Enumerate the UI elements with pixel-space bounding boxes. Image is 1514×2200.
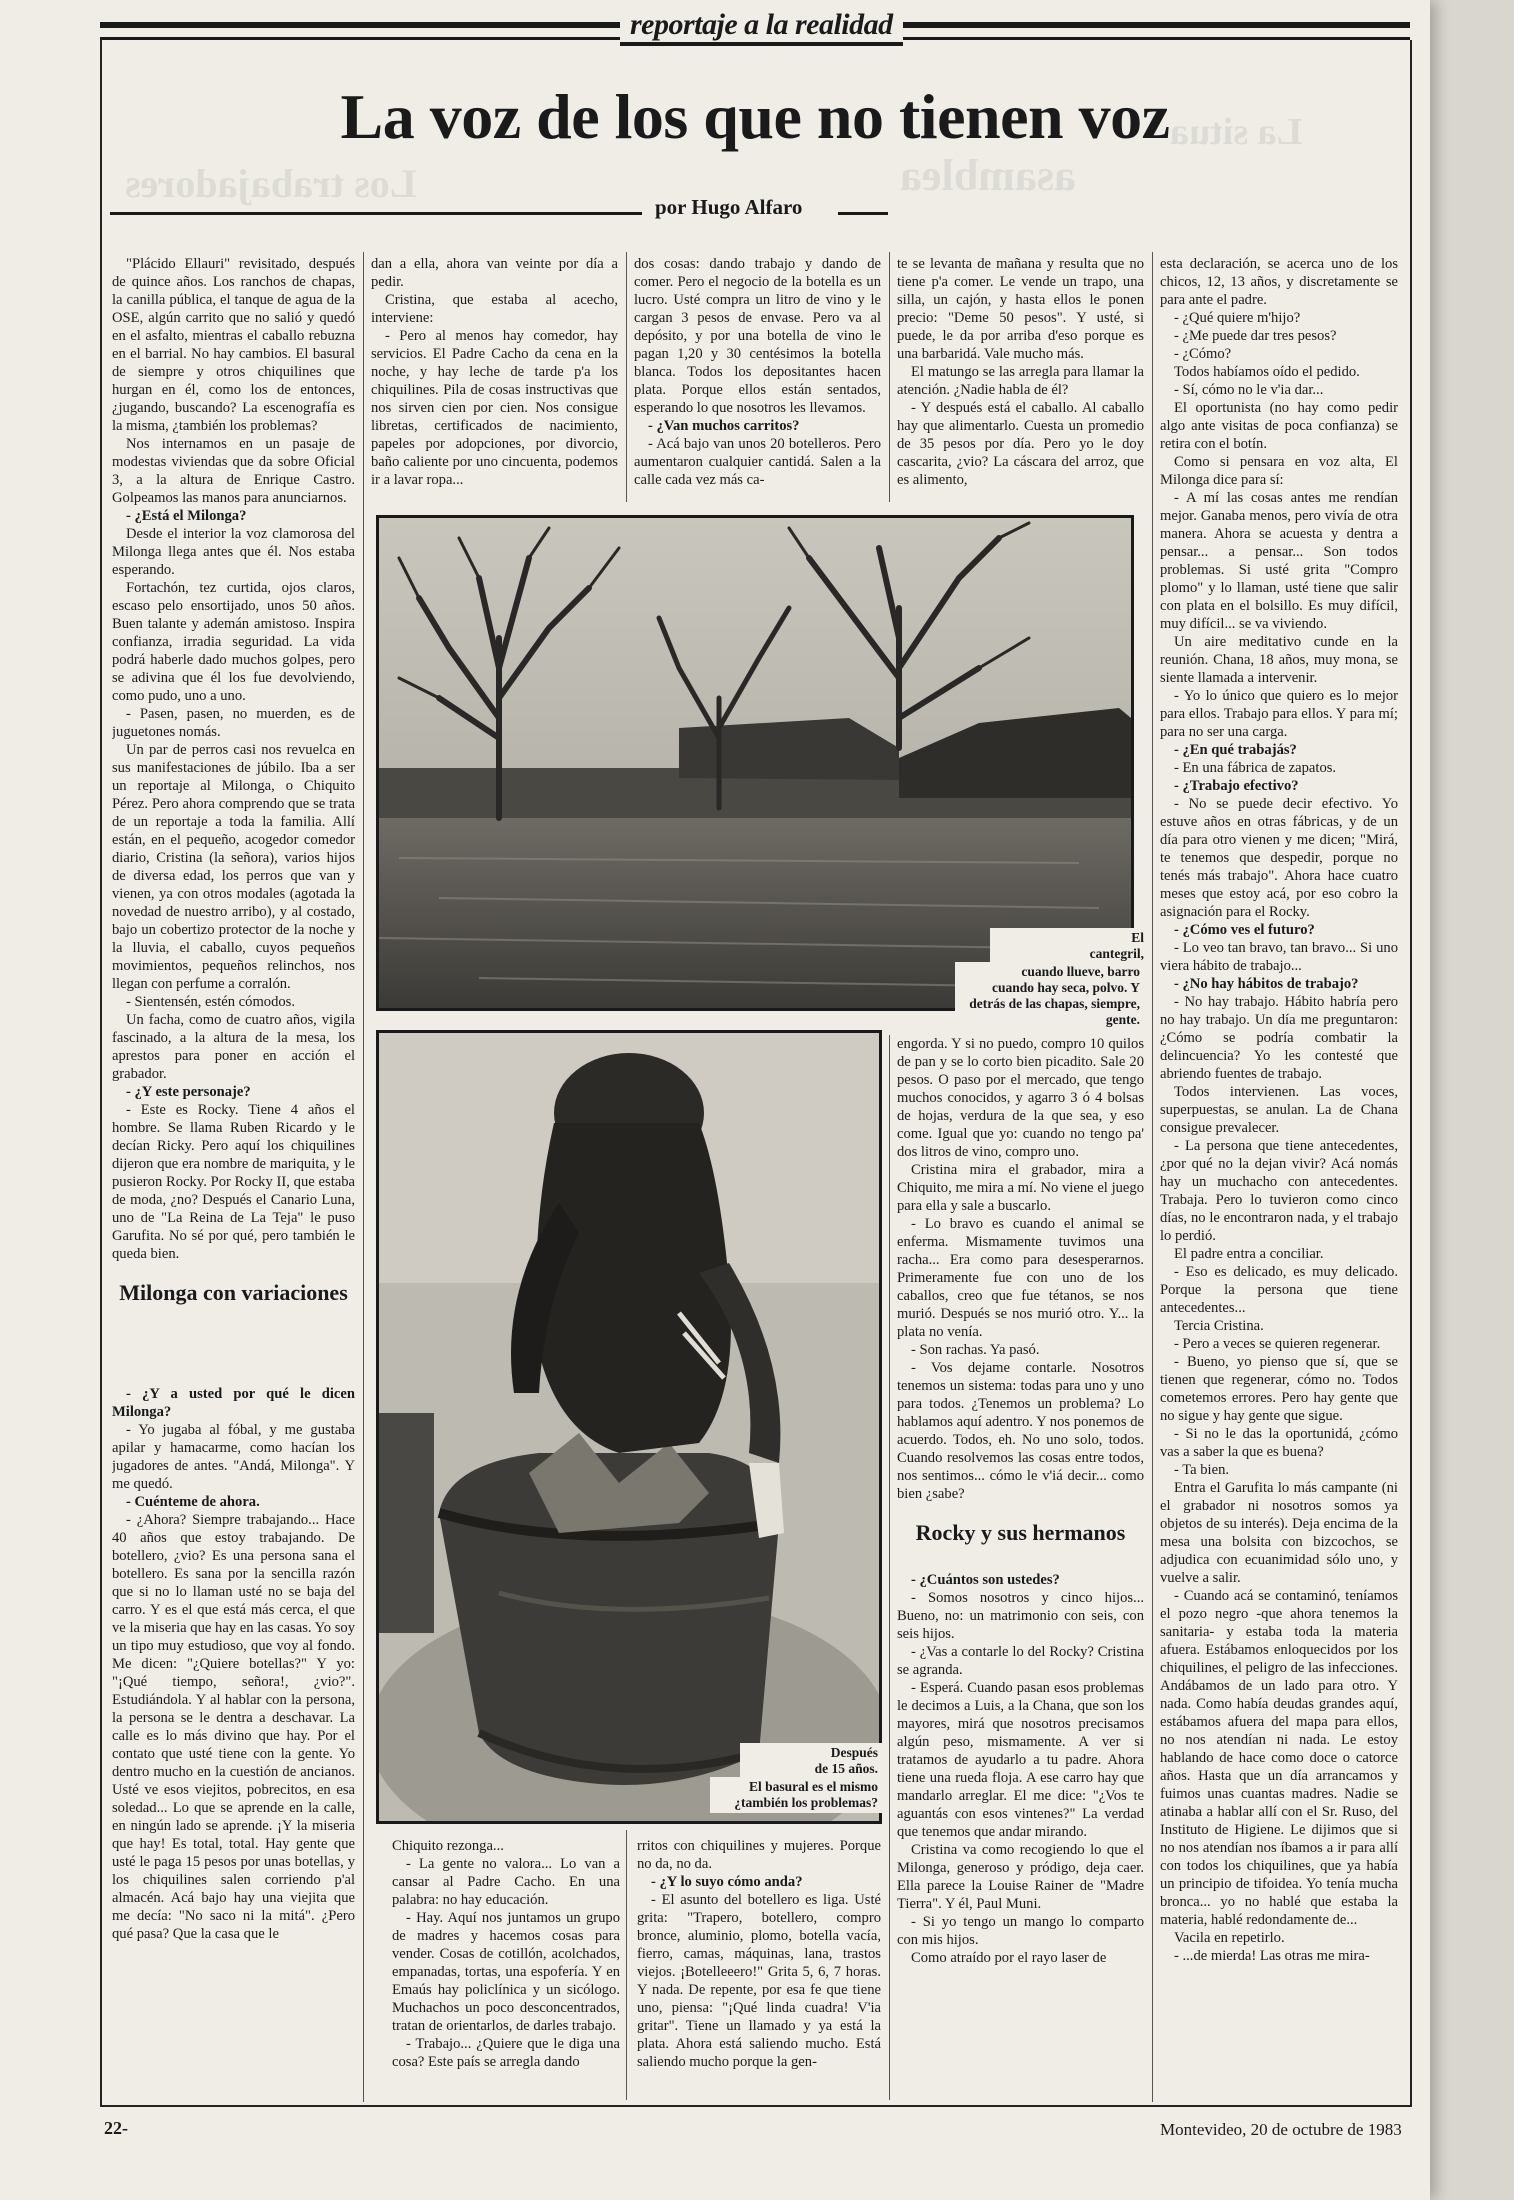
- bleed-through-text: Los trabajadores: [125, 161, 417, 206]
- paragraph: - La persona que tiene antecedentes, ¿por qué no la dejan vivir? Acá nomás hay un muchacho con antecedentes. Trabaja. Pero lo tuvieron como cinco días, no le encontraron nada, y el trabajo lo perdió.: [1160, 1138, 1398, 1244]
- column-separator: [363, 252, 364, 2102]
- column-separator: [626, 1830, 627, 2100]
- paragraph: - Acá bajo van unos 20 botelleros. Pero aumentaron cualquier cantidá. Salen a la calle cada vez más ca-: [634, 436, 881, 488]
- paragraph: rritos con chiquilines y mujeres. Porque no da, no da.: [637, 1838, 881, 1872]
- interview-question: - ¿Cuántos son ustedes?: [911, 1572, 1060, 1588]
- paragraph: - Trabajo... ¿Quiere que le diga una cosa? Este país se arregla dando: [392, 2036, 620, 2070]
- paragraph: - Lo veo tan bravo, tan bravo... Si uno viera hábito de trabajo...: [1160, 940, 1398, 974]
- paragraph: - Vos dejame contarle. Nosotros tenemos un sistema: todas para uno y uno para todos. ¿Tenemos un problema? Lo hablamos aquí adentro. Y nos ponemos de acuerdo. Todos, eh. No uno solo, todos. Cuando resolvemos las cosas entre todos, nos sentimos... cómo le v'iá decir... como bien ¿sabe?: [897, 1360, 1144, 1502]
- paragraph: - El asunto del botellero es liga. Usté grita: "Trapero, botellero, compro bronce, aluminio, plomo, botella vacía, fierro, camas, máquinas, lana, trastos viejos. ¡Botelleeero!" Grita 5, 6, 7 horas. Y nada. De repente, por esa fe que tiene uno, piensa: "¡Qué linda cuadra! V'ia gritar". Tiene un llamado y ya está la plata. Ahora está saliendo mucho. Está saliendo mucho porque la gen-: [637, 1892, 881, 2070]
- paragraph: - Yo jugaba al fóbal, y me gustaba apilar y hamacarme, como hacían los jugadores de antes. "Andá, Milonga". Y me quedó.: [112, 1422, 355, 1492]
- byline-rule-left: [110, 212, 642, 215]
- paragraph: - Son rachas. Ya pasó.: [911, 1342, 1040, 1358]
- interview-question: - ¿Van muchos carritos?: [648, 418, 800, 434]
- interview-question: - Cuénteme de ahora.: [126, 1494, 260, 1510]
- paragraph: Como atraído por el rayo laser de: [911, 1950, 1107, 1966]
- article-column-1: [112, 255, 355, 1385]
- page-number: 22-: [104, 2118, 128, 2138]
- paragraph: - ¿Cómo?: [1174, 346, 1232, 362]
- paragraph: dos cosas: dando trabajo y dando de comer. Pero el negocio de la botella es un lucro. Usté compra un litro de vino y le cargan 3 pesos de envase. Pero va al depósito, y por una botella de vino le pagan 1,20 y 30 centésimos la botella blanca. Todos los depositantes hacen plata. Porque ellos están sentados, esperando lo que nosotros les llevamos.: [634, 256, 881, 416]
- interview-question: - ¿En qué trabajás?: [1174, 742, 1297, 758]
- photo-caption-1-lower: [955, 962, 1144, 1030]
- paragraph: El matungo se las arregla para llamar la atención. ¿Nadie habla de él?: [897, 364, 1144, 398]
- subheading: Rocky y sus hermanos: [915, 1520, 1126, 1545]
- paragraph: - No se puede decir efectivo. Yo estuve años en otras fábricas, y de un día para otro vienen y me dicen; "Mirá, te tenemos que despedir, porque no tenés más trabajo". Ahora hace cuatro meses que estoy acá, por eso cobro la asignación para el Rocky.: [1160, 796, 1398, 920]
- caption-line: detrás de las chapas, siempre, gente.: [969, 996, 1140, 1027]
- paragraph: - Y después está el caballo. Al caballo hay que alimentarlo. Cuesta un promedio de 35 pesos por día. Pero yo le doy cascarita, ¿vio? La cáscara del arroz, que es alimento,: [897, 400, 1144, 488]
- paragraph: - Sientensén, estén cómodos.: [126, 994, 296, 1010]
- column-separator: [889, 252, 890, 502]
- caption-line: El: [1131, 930, 1144, 945]
- article-column-1-lower: [112, 1385, 355, 2097]
- caption-line: Después: [830, 1745, 878, 1760]
- paragraph: - Ta bien.: [1174, 1462, 1230, 1478]
- paragraph: - Yo lo único que quiero es lo mejor para ellos. Trabajo para ellos. Y para mí; para no ser una carga.: [1160, 688, 1398, 740]
- bleed-through-text: La situa: [1170, 111, 1302, 153]
- byline-rule-right: [838, 212, 888, 215]
- interview-question: - ¿Y este personaje?: [126, 1084, 251, 1100]
- paragraph: - Cuando acá se contaminó, teníamos el pozo negro -que ahora tenemos la sanitaria- y estaba toda la materia afuera. Estábamos enloquecidos por los chiquilines, el peligro de las infecciones. Andábamos de un lado para otro. Y nada. Como había deudas grandes aquí, estábamos afuera del mapa para ellos, no nos atendían ni nada. Le estoy hablando de hace como doce o catorce años. Hasta que un día arrancamos y fuimos unas cuantas madres. Nadie se atinaba a hablar allí con el Sr. Ruso, del Instituto de Higiene. Le dijimos que si no nos atendían nos íbamos a ir para allí con todos los chiquilines, que ya había un principio de tifoidea. Yo tenía mucha bronca... yo no hablé que estaba la materia, hablé redondamente de...: [1160, 1588, 1398, 1928]
- photo-caption-1: [990, 928, 1148, 964]
- paragraph: - Pero a veces se quieren regenerar.: [1174, 1336, 1381, 1352]
- paragraph: Un par de perros casi nos revuelca en sus manifestaciones de júbilo. Iba a ser un reportaje al Milonga, o Chiquito Pérez. Pero ahora comprendo que se trata de un reportaje a toda la familia. Allí están, en el pequeño, acogedor comedor diario, Cristina (la señora), varios hijos de diversa edad, los perros que van y vienen, ya con otros modales (agotada la novedad de nuestro arribo), y al costado, bajo un cobertizo protector de la noche y la lluvia, el caballo, cuyos pequeños movimientos, pequeños relinchos, nos llegan con perfume a corralón.: [112, 742, 355, 992]
- interview-question: - ¿Y lo suyo cómo anda?: [651, 1874, 803, 1890]
- paragraph: - Hay. Aquí nos juntamos un grupo de madres y hacemos cosas para vender. Cosas de cotillón, acolchados, empanadas, tortas, una espofería. Y en Emaús hay policlínica y un sicólogo. Muchachos un poco desconcentrados, tratan de orientarlos, de darles trabajo.: [392, 1910, 620, 2034]
- paragraph: - Pero al menos hay comedor, hay servicios. El Padre Cacho da cena en la noche, y hay leche de tarde p'a los chiquilines. Pila de cosas instructivas que nos sirven cien por cien. Nos consigue libretas, certificados de nacimiento, papeles por adopciones, por divorcio, baño caliente por uno cincuenta, podemos ir a lavar ropa...: [371, 328, 618, 488]
- column-separator: [889, 1035, 890, 2100]
- caption-line: El basural es el mismo: [748, 1779, 878, 1794]
- bleed-through-text: asamblea: [900, 151, 1076, 200]
- paragraph: Fortachón, tez curtida, ojos claros, escaso pelo ensortijado, unos 50 años. Buen talante y ademán amistoso. Inspira confianza, irradia seguridad. La vida podrá haberle dado muchos golpes, pero se adivina que él los fue devolviendo, como pudo, uno a uno.: [112, 580, 355, 704]
- paragraph: - Pasen, pasen, no muerden, es de juguetones nomás.: [112, 706, 355, 740]
- paragraph: - ¿Vas a contarle lo del Rocky? Cristina se agranda.: [897, 1644, 1144, 1678]
- paragraph: Todos intervienen. Las voces, superpuestas, se anulan. La de Chana consigue prevalecer.: [1160, 1084, 1398, 1136]
- paragraph: dan a ella, ahora van veinte por día a pedir.: [371, 256, 618, 290]
- paragraph: Nos internamos en un pasaje de modestas viviendas que da sobre Oficial 3, a la altura de Enrique Castro. Golpeamos las manos para anunciarnos.: [112, 436, 355, 506]
- paragraph: - Este es Rocky. Tiene 4 años el hombre. Se llama Ruben Ricardo y le decían Ricky. Pero aquí los chiquilines dijeron que era nombre de mariquita, y le pusieron Rocky. Por Rocky II, que estaba de moda, ¿no? Después el Canario Luna, uno de "La Reina de La Teja" le puso Garufita. No sé por qué, pero también le queda bien.: [112, 1102, 355, 1262]
- subheading: Milonga con variaciones: [119, 1280, 348, 1305]
- paragraph: Cristina va como recogiendo lo que el Milonga, generoso y pródigo, deja caer. Ella parece la Louise Rainer de "Madre Tierra". Y él, Paul Muni.: [897, 1842, 1144, 1912]
- paragraph: Todos habíamos oído el pedido.: [1174, 364, 1360, 380]
- article-column-3: [634, 255, 881, 510]
- paragraph: - Si yo tengo un mango lo comparto con mis hijos.: [897, 1914, 1144, 1948]
- article-column-5: [1160, 255, 1398, 2100]
- article-column-3-lower: [637, 1837, 881, 2099]
- paragraph: El padre entra a conciliar.: [1174, 1246, 1324, 1262]
- article-column-4-lower: [897, 1035, 1144, 2100]
- paragraph: Chiquito rezonga...: [392, 1838, 504, 1854]
- paragraph: esta declaración, se acerca uno de los chicos, 12, 13 años, y discretamente se para ante el padre.: [1160, 256, 1398, 308]
- paragraph: El oportunista (no hay como pedir algo ante visitas de poca confianza) se retira con el botín.: [1160, 400, 1398, 452]
- column-separator: [1152, 252, 1153, 2102]
- photo-caption-2: [740, 1743, 882, 1779]
- article-column-2: [371, 255, 618, 510]
- paragraph: - En una fábrica de zapatos.: [1174, 760, 1337, 776]
- paragraph: Como si pensara en voz alta, El Milonga dice para sí:: [1160, 454, 1398, 488]
- paragraph: - Si no le das la oportunidá, ¿cómo vas a saber la que es buena?: [1160, 1426, 1398, 1460]
- paragraph: - ¿Qué quiere m'hijo?: [1174, 310, 1301, 326]
- column-separator: [626, 252, 627, 502]
- paragraph: - Eso es delicado, es muy delicado. Porque la persona que tiene antecedentes...: [1160, 1264, 1398, 1316]
- paragraph: - ...de mierda! Las otras me mira-: [1174, 1948, 1370, 1964]
- interview-question: - ¿Está el Milonga?: [126, 508, 247, 524]
- photo-child-at-dump-image: [379, 1033, 879, 1821]
- paragraph: engorda. Y si no puedo, compro 10 quilos de pan y se lo corto bien picadito. Sale 20 pesos. O paso por el mercado, que tengo muchos conocidos, y agarro 3 ó 4 bolsas de hojas, verdura de la que sea, y eso come. Igual que yo: cuando no tengo pa' dos litros de vino, compro uno.: [897, 1036, 1144, 1160]
- interview-question: - ¿Y a usted por qué le dicen Milonga?: [112, 1386, 355, 1420]
- caption-line: cantegril,: [1089, 946, 1144, 961]
- paragraph: - ¿Ahora? Siempre trabajando... Hace 40 años que estoy trabajando. De botellero, ¿vio? Es una persona sana el botellero. Es sana por la sencilla razón que si no lo llaman usté no se baja del carro. Y es el que está más cerca, el que ve la miseria que hay en las casas. Yo soy un tipo muy estudioso, que voy al fondo. Me dicen: "¿Quiere botellas?" Y yo: "¡Qué tiempo, señora!, ¿vio?". Estudiándola. Y al hablar con la persona, la persona se le dentra a deschavar. La calle es lo más divino que hay. Por el contato que usté tiene con la gente. Yo dentro mucho en la cuestión de ancianos. Usté ve esos viejitos, pobrecitos, en esa soledad... Lo que se aprende en la calle, en ningún lado se aprende. ¡Y la miseria que hay! Es total, total. Hay gente que usté le paga 15 pesos por unas botellas, y los chiquilines salen corriendo p'al almacén. Acá bajo hay una viejita que me decía: "No saco ni la mitá". ¿Pero qué pasa? Que la casa que le: [112, 1512, 355, 1942]
- caption-line: cuando llueve, barro: [1021, 964, 1140, 979]
- paragraph: - Somos nosotros y cinco hijos... Bueno, no: un matrimonio con seis, con seis hijos.: [897, 1590, 1144, 1642]
- paragraph: - La gente no valora... Lo van a cansar al Padre Cacho. En una palabra: no hay educación.: [392, 1856, 620, 1908]
- issue-date: Montevideo, 20 de octubre de 1983: [1160, 2120, 1402, 2139]
- photo-child-at-dump: [376, 1030, 882, 1824]
- paragraph: - A mí las cosas antes me rendían mejor. Ganaba menos, pero vivía de otra manera. Ahora se acuesta y dentra a pensar... a pensar... Son todos problemas. Si usté grita "Compro plomo" y lo llaman, usté tiene que salir con plata en el bolsillo. Es muy difícil, muy difícil... se va viviendo.: [1160, 490, 1398, 632]
- paragraph: - Bueno, yo pienso que sí, que se tienen que regenerar, cómo no. Todos cometemos errores. Pero hay gente que no sigue y hay gente que sigue.: [1160, 1354, 1398, 1424]
- paragraph: - Esperá. Cuando pasan esos problemas le decimos a Luis, a la Chana, que son los mayores, mirá que nosotros precisamos algún peso, mismamente. A ver si tratamos de ayudarlo a tu padre. Ahora tiene una rueda floja. A ese carro hay que mandarlo arreglar. El me dice: "¿Vos te aguantás con esos vintenes?" La verdad que tenemos que andar mirando.: [897, 1680, 1144, 1840]
- interview-question: - ¿Trabajo efectivo?: [1174, 778, 1299, 794]
- paragraph: - Lo bravo es cuando el animal se enferma. Mismamente tuvimos una racha... Era como para desesperarnos. Primeramente fue con uno de los caballos, creo que fue tétanos, se nos murió. Después se nos murió otro. Y... la plata no venía.: [897, 1216, 1144, 1340]
- paragraph: "Plácido Ellauri" revisitado, después de quince años. Los ranchos de chapas, la canilla pública, el tanque de agua de la OSE, algún carrito que no salió y quedó en el asfalto, mientras el caballo rebuzna en el barrial. No hay cambios. El basural de siempre y otros chiquilines que hurgan en él, como los de entonces, ¿jugando, buscando? La escenografía es la misma, ¿también los problemas?: [112, 256, 355, 434]
- paragraph: Vacila en repetirlo.: [1174, 1930, 1285, 1946]
- paragraph: Un aire meditativo cunde en la reunión. Chana, 18 años, muy mona, se siente llamada a intervenir.: [1160, 634, 1398, 686]
- paragraph: Cristina mira el grabador, mira a Chiquito, me mira a mí. No viene el juego para ella y sale a buscarlo.: [897, 1162, 1144, 1214]
- paragraph: - Sí, cómo no le v'ia dar...: [1174, 382, 1324, 398]
- paragraph: Cristina, que estaba al acecho, interviene:: [371, 292, 618, 326]
- section-tag: reportaje a la realidad: [620, 8, 903, 46]
- article-column-2-lower: [392, 1837, 620, 2099]
- paragraph: - No hay trabajo. Hábito habría pero no hay trabajo. Un día me preguntaron: ¿Cómo se podría combatir la delincuencia? Yo les contesté que abriendo fuentes de trabajo.: [1160, 994, 1398, 1082]
- caption-line: de 15 años.: [814, 1761, 878, 1776]
- paragraph: Un facha, como de cuatro años, vigila fascinado, a la altura de la mesa, los aprestos para poner en acción el grabador.: [112, 1012, 355, 1082]
- byline-text: por Hugo Alfaro: [655, 195, 803, 219]
- paragraph: Desde el interior la voz clamorosa del Milonga llega antes que él. Nos estaba esperando.: [112, 526, 355, 578]
- interview-question: - ¿No hay hábitos de trabajo?: [1174, 976, 1359, 992]
- caption-line: ¿también los problemas?: [734, 1795, 878, 1810]
- headline: La voz de los que no tienen voz: [340, 81, 1170, 152]
- paragraph: te se levanta de mañana y resulta que no tiene p'a comer. Le vende un trapo, una silla, un cajón, y hasta ellos le ponen precio: "Deme 50 pesos". Y usté, si puede, le da por arriba d'eso porque es una barbaridá. Vale mucho más.: [897, 256, 1144, 362]
- paragraph: Tercia Cristina.: [1174, 1318, 1264, 1334]
- photo-caption-2-lower: [710, 1777, 882, 1813]
- article-column-4: [897, 255, 1144, 510]
- caption-line: cuando hay seca, polvo. Y: [991, 980, 1140, 995]
- byline: [110, 195, 1400, 225]
- paragraph: Entra el Garufita lo más campante (ni el grabador ni nosotros somos ya objetos de su interés). Deja encima de la mesa una bolsita con bizcochos, se adjudica con ecuanimidad sólo uno, y vuelve a salir.: [1160, 1480, 1398, 1586]
- interview-question: - ¿Cómo ves el futuro?: [1174, 922, 1315, 938]
- paragraph: - ¿Me puede dar tres pesos?: [1174, 328, 1337, 344]
